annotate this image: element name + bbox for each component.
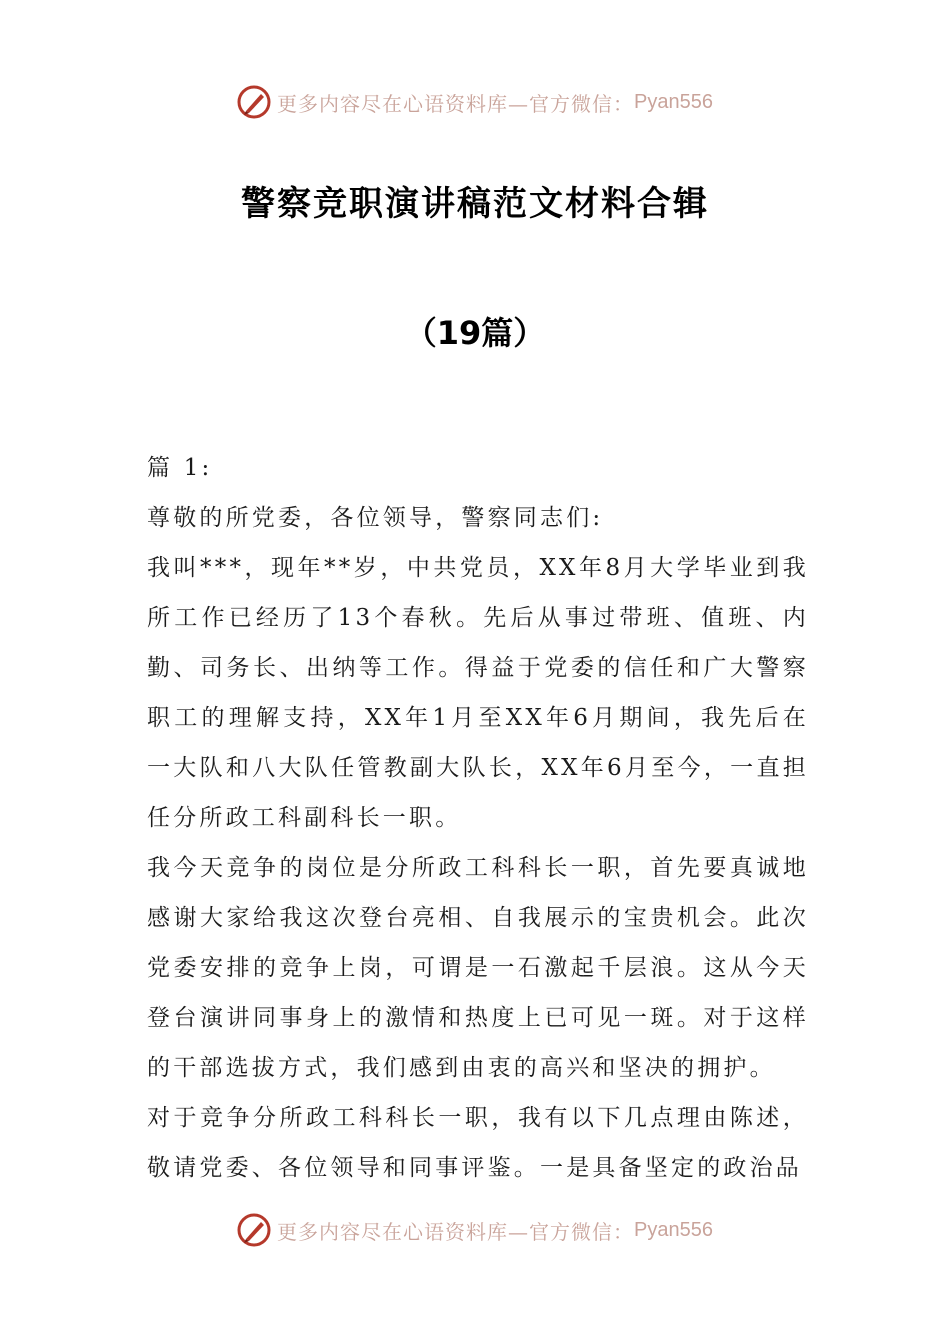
banner-text: 更多内容尽在心语资料库—官方微信： — [277, 91, 635, 116]
paragraph: 我今天竞争的岗位是分所政工科科长一职，首先要真诚地感谢大家给我这次登台亮相、自我展示的宝贵机会。此次党委安排的竞争上岗，可谓是一石激起千层浪。这从今天登台演讲同事身上的激情和热度上已可见一斑。对于这样的干部选拔方式，我们感到由衷的高兴和坚决的拥护。 — [147, 855, 809, 1081]
header-banner — [0, 82, 950, 122]
wechat-id: Pyan556 — [634, 90, 713, 113]
document-subtitle: （19篇） — [404, 314, 546, 352]
greeting: 尊敬的所党委，各位领导，警察同志们: — [147, 505, 604, 531]
paragraph: 我叫***，现年**岁，中共党员，XX年8月大学毕业到我所工作已经历了13个春秋。先后从事过带班、值班、内勤、司务长、出纳等工作。得益于党委的信任和广大警察职工的理解支持，XX年1月至XX年6月期间，我先后在一大队和八大队任管教副大队长，XX年6月至今，一直担任分所政工科副科长一职。 — [147, 555, 809, 831]
pen-logo-icon — [237, 85, 271, 119]
footer-banner — [0, 1210, 950, 1250]
banner-text: 更多内容尽在心语资料库—官方微信： — [277, 1219, 635, 1244]
section-label: 篇 1: — [147, 455, 213, 481]
paragraph: 对于竞争分所政工科科长一职，我有以下几点理由陈述，敬请党委、各位领导和同事评鉴。一是具备坚定的政治品 — [147, 1105, 809, 1181]
pen-logo-icon — [237, 1213, 271, 1247]
wechat-id: Pyan556 — [634, 1218, 713, 1241]
document-body — [147, 443, 809, 1193]
document-title: 警察竞职演讲稿范文材料合辑 — [241, 184, 709, 224]
